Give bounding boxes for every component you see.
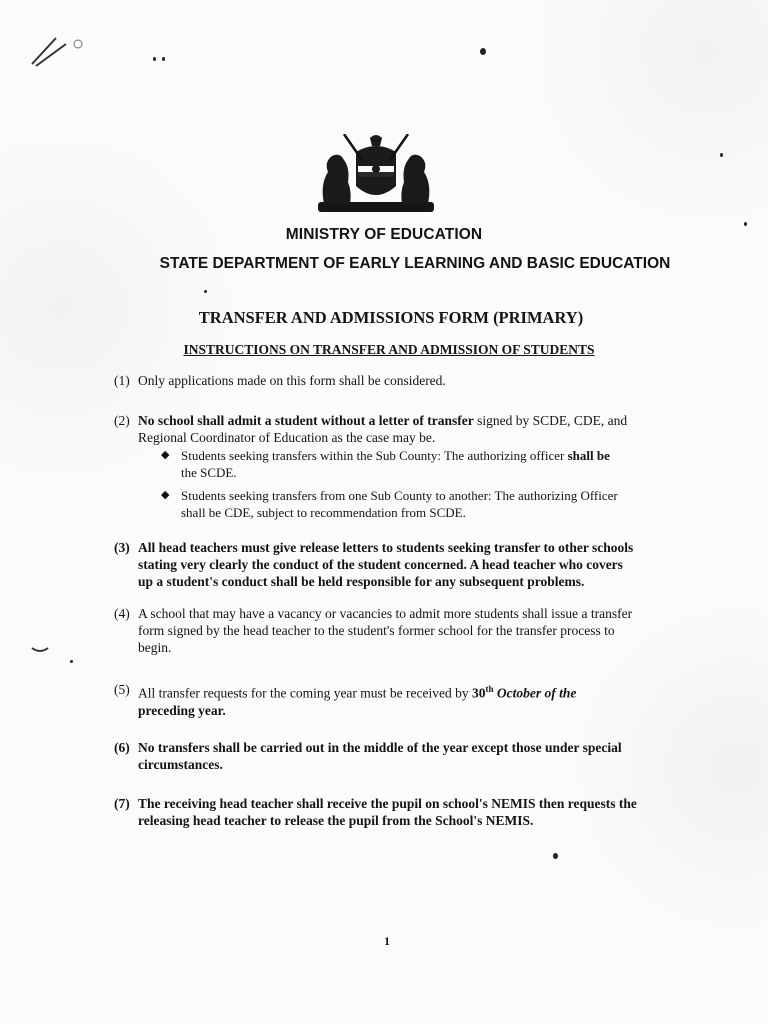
bullet-item-1 — [161, 447, 741, 481]
page-number: 1 — [384, 934, 390, 948]
item-number: (5) — [114, 682, 130, 697]
department-heading: STATE DEPARTMENT OF EARLY LEARNING AND BASIC EDUCATION — [159, 255, 671, 272]
bullet-text: the SCDE. — [181, 465, 237, 480]
bullet-item-2 — [161, 487, 741, 521]
diamond-bullet-icon: ◆ — [161, 489, 170, 501]
form-title: TRANSFER AND ADMISSIONS FORM (PRIMARY) — [198, 308, 584, 327]
instruction-item-7 — [114, 795, 758, 829]
item-number: (1) — [114, 373, 130, 388]
item-text: circumstances. — [138, 757, 223, 772]
bullet-text: Students seeking transfers within the Sub County: The authorizing officer — [181, 448, 568, 463]
scan-speck — [153, 57, 156, 61]
item-number: (3) — [114, 540, 130, 555]
pen-mark-icon — [26, 26, 86, 70]
item-text: signed by SCDE, CDE, and — [473, 413, 628, 428]
instruction-item-6 — [114, 739, 758, 773]
bullet-text: shall be CDE, subject to recommendation from SCDE. — [181, 505, 466, 520]
item-text: Only applications made on this form shall be considered. — [138, 373, 446, 388]
item-superscript: th — [485, 684, 494, 694]
scan-speck — [553, 853, 558, 859]
item-number: (2) — [114, 413, 130, 428]
scan-speck — [204, 290, 207, 293]
scan-speck — [480, 48, 486, 55]
item-text: The receiving head teacher shall receive the pupil on school's NEMIS then requests the — [138, 796, 637, 811]
item-text: up a student's conduct shall be held responsible for any subsequent problems. — [138, 574, 585, 589]
item-text: begin. — [138, 640, 172, 655]
item-bold-text: 30 — [472, 685, 486, 701]
ministry-heading: MINISTRY OF EDUCATION — [285, 226, 483, 243]
item-text: A school that may have a vacancy or vacancies to admit more students shall issue a transfer — [138, 606, 633, 621]
item-bold-text: October of the — [493, 685, 577, 701]
instruction-item-3 — [114, 539, 758, 590]
scan-speck — [162, 57, 165, 61]
instruction-item-1 — [114, 372, 446, 389]
instruction-item-4 — [114, 605, 758, 656]
item-bold-text: preceding year. — [138, 702, 226, 718]
instruction-item-5 — [114, 681, 758, 719]
item-text: All transfer requests for the coming year must be received by — [138, 685, 473, 701]
diamond-bullet-icon: ◆ — [161, 449, 170, 461]
item-text: stating very clearly the conduct of the student concerned. A head teacher who covers — [138, 557, 623, 572]
instructions-heading: INSTRUCTIONS ON TRANSFER AND ADMISSION OF STUDENTS — [183, 342, 595, 357]
pen-mark-icon — [30, 642, 52, 656]
item-text: releasing head teacher to release the pupil from the School's NEMIS. — [138, 813, 534, 828]
item-number: (6) — [114, 740, 130, 755]
scan-speck — [720, 153, 723, 157]
bullet-text: Students seeking transfers from one Sub County to another: The authorizing Officer — [181, 488, 618, 503]
item-text: All head teachers must give release letters to students seeking transfer to other schools — [138, 540, 634, 555]
instruction-item-2 — [114, 412, 758, 446]
item-number: (7) — [114, 796, 130, 811]
item-number: (4) — [114, 606, 130, 621]
scan-speck — [70, 660, 73, 663]
item-bold-text: No school shall admit a student without a letter of transfer — [138, 413, 474, 428]
item-text: form signed by the head teacher to the student's former school for the transfer process to — [138, 623, 615, 638]
item-text: Regional Coordinator of Education as the case may be. — [138, 430, 436, 445]
coat-of-arms-icon — [314, 134, 438, 214]
bullet-bold-text: shall be — [567, 448, 610, 463]
item-text: No transfers shall be carried out in the middle of the year except those under special — [138, 740, 622, 755]
